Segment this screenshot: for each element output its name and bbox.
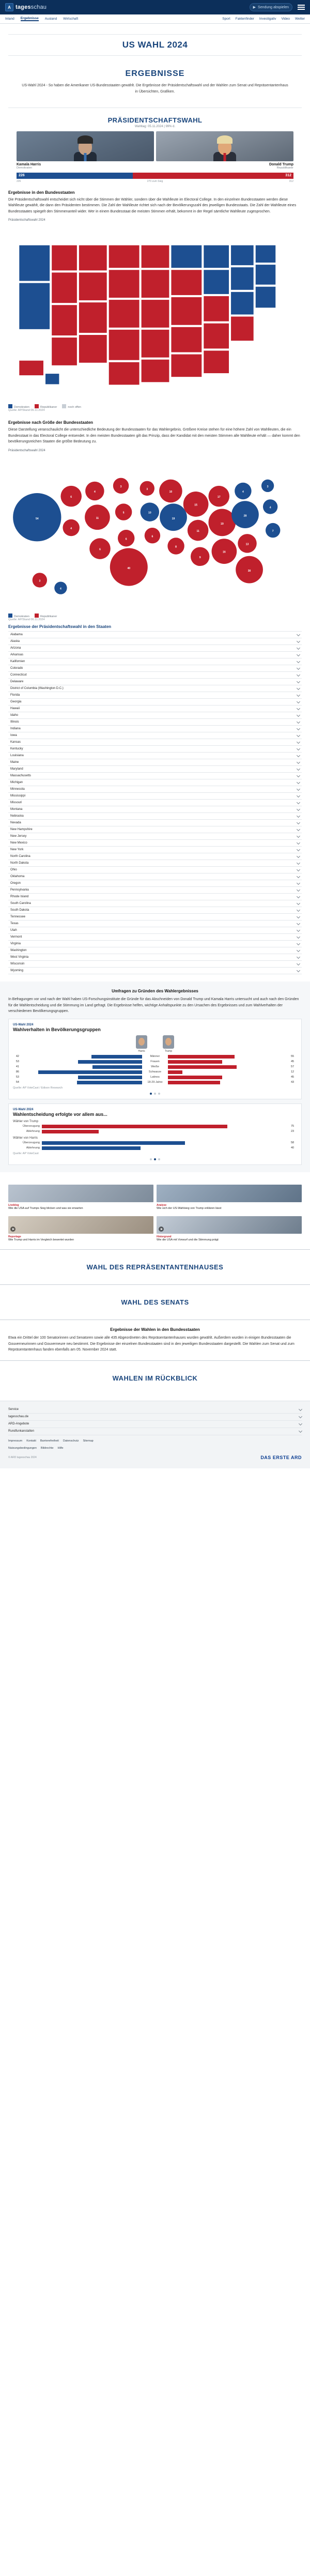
accordion-item-michigan[interactable]: Michigan bbox=[8, 779, 302, 786]
footer-row-tagesschau[interactable]: tagesschau.de bbox=[8, 1414, 302, 1421]
candidate-party: Demokraten bbox=[17, 166, 32, 170]
legend-dem: Demokraten bbox=[8, 614, 29, 618]
cartogram-text: Diese Darstellung veranschaulicht die unterschiedliche Bedeutung der Bundesstaaten für das Wahlergebnis. Größere Kreise stehen für eine höhere Zahl von Wahlleuten, die ein Bundesstaat in das Electoral College entsendet. In den meisten Bundesstaaten gilt das Prinzip, dass der Kandidat mit den meisten Stimmen alle Wahlleute erhält — daher kommt den bevölkerungsreichen Staaten die größte Bedeutung zu. bbox=[8, 428, 300, 444]
accordion-item-minnesota[interactable]: Minnesota bbox=[8, 786, 302, 793]
house-title: WAHL DES REPRÄSENTANTENHAUSES bbox=[86, 1263, 224, 1271]
accordion-item-arkansas[interactable]: Arkansas bbox=[8, 652, 302, 658]
svg-text:13: 13 bbox=[245, 543, 249, 546]
svg-text:3: 3 bbox=[120, 485, 122, 488]
accordion-item-kalifornien[interactable]: Kalifornien bbox=[8, 658, 302, 665]
review-title: WAHLEN IM RÜCKBLICK bbox=[112, 1374, 198, 1382]
candidate-name: Donald Trump bbox=[269, 162, 293, 166]
accordion-item-wyoming[interactable]: Wyoming bbox=[8, 968, 302, 974]
accordion-item-alabama[interactable]: Alabama bbox=[8, 632, 302, 638]
chevron-down-icon bbox=[297, 747, 300, 750]
brand-main: tages bbox=[16, 4, 31, 10]
svg-text:4: 4 bbox=[94, 490, 96, 494]
svg-text:15: 15 bbox=[194, 503, 197, 507]
chevron-down-icon bbox=[297, 707, 300, 710]
cartogram-explainer bbox=[8, 420, 302, 445]
svg-text:4: 4 bbox=[242, 490, 244, 494]
accordion-item-rhode-island[interactable]: Rhode Island bbox=[8, 894, 302, 900]
results-band bbox=[0, 63, 310, 80]
teaser-tag: Hintergrund bbox=[157, 1235, 172, 1238]
senate-section bbox=[0, 1285, 310, 1320]
poll2-row-harris-ueberzeugung: Überzeugung 58 bbox=[22, 1141, 295, 1145]
chevron-down-icon bbox=[297, 780, 300, 784]
teaser-row-1 bbox=[8, 1185, 302, 1211]
chevron-down-icon bbox=[297, 861, 300, 865]
poll1-row-latinos: 53 Latinos 45 bbox=[16, 1076, 295, 1079]
nav-item-wetter[interactable]: Wetter bbox=[295, 17, 305, 21]
teaser-title: Wie sich der US-Wahlsieg von Trump erklären lässt bbox=[157, 1206, 222, 1210]
electoral-title: Ergebnisse in den Bundesstaaten bbox=[8, 190, 75, 195]
results-heading: ERGEBNISSE bbox=[125, 69, 185, 78]
chevron-down-icon bbox=[297, 794, 300, 798]
accordion-item-georgia[interactable]: Georgia bbox=[8, 699, 302, 706]
carousel-dot-1[interactable] bbox=[150, 1093, 152, 1095]
teaser-card[interactable] bbox=[157, 1216, 302, 1243]
chevron-down-icon bbox=[297, 935, 300, 939]
accordion-item-hawaii[interactable]: Hawaii bbox=[8, 706, 302, 712]
chevron-down-icon bbox=[297, 801, 300, 804]
svg-text:10: 10 bbox=[169, 490, 173, 494]
chevron-down-icon bbox=[297, 854, 300, 858]
nav-item-video[interactable]: Video bbox=[281, 17, 290, 21]
nav-item-sport[interactable]: Sport bbox=[222, 17, 230, 21]
carousel-dot-2[interactable] bbox=[154, 1093, 156, 1095]
footer-link-impressum[interactable]: Impressum bbox=[8, 1439, 23, 1443]
accordion-item-wisconsin[interactable]: Wisconsin bbox=[8, 961, 302, 968]
accordion-item-idaho[interactable]: Idaho bbox=[8, 712, 302, 719]
carousel-dot-2[interactable] bbox=[154, 1158, 156, 1160]
ard-logo-icon: DAS ERSTE ARD bbox=[260, 1454, 302, 1460]
chevron-down-icon bbox=[297, 660, 300, 663]
chevron-down-icon bbox=[297, 875, 300, 878]
page-title: US WAHL 2024 bbox=[122, 40, 188, 50]
poll-card-demographics bbox=[8, 1019, 302, 1099]
svg-text:6: 6 bbox=[70, 496, 72, 499]
footer-link-datenschutz[interactable]: Datenschutz bbox=[63, 1439, 79, 1443]
teaser-section bbox=[0, 1172, 310, 1249]
svg-text:11: 11 bbox=[196, 530, 199, 533]
poll1-kicker: US-Wahl 2024 bbox=[13, 1023, 34, 1026]
chevron-down-icon bbox=[299, 1429, 302, 1433]
chevron-down-icon bbox=[297, 633, 300, 636]
footer bbox=[0, 1401, 310, 1468]
nav-item-faktenfinder[interactable]: Faktenfinder bbox=[235, 17, 254, 21]
svg-text:30: 30 bbox=[247, 570, 251, 573]
accordion-item-oklahoma[interactable]: Oklahoma bbox=[8, 873, 302, 880]
accordion-item-texas[interactable]: Texas bbox=[8, 921, 302, 927]
nav-item-inland[interactable]: Inland bbox=[5, 17, 14, 21]
teaser-thumbnail bbox=[157, 1185, 302, 1202]
teaser-title: Wie Trump und Harris im Vergleich bewertet wurden bbox=[8, 1238, 74, 1241]
map-legend bbox=[8, 404, 302, 409]
poll1-source: Quelle: AP VoteCast / Edison Research bbox=[13, 1086, 63, 1090]
accordion-item-montana[interactable]: Montana bbox=[8, 806, 302, 813]
svg-text:6: 6 bbox=[99, 548, 101, 551]
play-broadcast-label: Sendung abspielen bbox=[258, 5, 289, 9]
poll1-title: Wahlverhalten in Bevölkerungsgruppen bbox=[13, 1026, 101, 1032]
candidate-party: Republikaner bbox=[276, 166, 293, 170]
accordion-item-west-virginia[interactable]: West Virginia bbox=[8, 954, 302, 961]
footer-link-sitemap[interactable]: Sitemap bbox=[83, 1439, 94, 1443]
accordion-item-dc[interactable]: District of Columbia (Washington D.C.) bbox=[8, 685, 302, 692]
footer-links-secondary bbox=[8, 1447, 302, 1450]
footer-links bbox=[8, 1439, 302, 1443]
accordion-item-oregon[interactable]: Oregon bbox=[8, 880, 302, 887]
presidential-title: PRÄSIDENTSCHAFTSWAHL bbox=[107, 116, 203, 124]
chevron-down-icon bbox=[297, 673, 300, 677]
map-source: Quelle: AP/Stand 06.11.2024 bbox=[8, 409, 45, 412]
house-section bbox=[0, 1250, 310, 1284]
teaser-tag: Liveblog bbox=[8, 1203, 19, 1207]
accordion-item-illinois[interactable]: Illinois bbox=[8, 719, 302, 726]
copyright: © ARD tagesschau 2024 bbox=[8, 1455, 37, 1459]
svg-text:16: 16 bbox=[223, 550, 226, 554]
accordion-item-arizona[interactable]: Arizona bbox=[8, 645, 302, 652]
teaser-thumbnail bbox=[8, 1185, 153, 1202]
poll2-row-trump-ablehnung: Ablehnung 23 bbox=[26, 1130, 295, 1133]
play-icon[interactable] bbox=[159, 1226, 164, 1232]
chevron-down-icon bbox=[297, 727, 300, 730]
poll1-chart bbox=[13, 1055, 297, 1084]
teaser-card[interactable] bbox=[157, 1185, 302, 1211]
hamburger-icon[interactable] bbox=[298, 5, 305, 10]
accordion-item-ohio[interactable]: Ohio bbox=[8, 867, 302, 873]
svg-text:9: 9 bbox=[199, 556, 201, 559]
top-bar bbox=[0, 0, 310, 14]
svg-text:3: 3 bbox=[39, 579, 41, 583]
electoral-bar bbox=[17, 173, 293, 179]
play-icon: ▶ bbox=[253, 6, 256, 9]
nav-item-investigativ[interactable]: Investigativ bbox=[259, 17, 276, 21]
accordion-item-missouri[interactable]: Missouri bbox=[8, 800, 302, 806]
chevron-down-icon bbox=[297, 928, 300, 932]
teaser-title: Wie die USA auf Trumps Sieg blicken und was sie erwarten bbox=[8, 1206, 83, 1210]
accordion-item-pennsylvania[interactable]: Pennsylvania bbox=[8, 887, 302, 894]
accordion-item-massachusetts[interactable]: Massachusetts bbox=[8, 773, 302, 779]
poll2-source: Quelle: AP VoteCast bbox=[13, 1152, 39, 1155]
map-label: Präsidentschaftswahl 2024 bbox=[8, 219, 45, 222]
chevron-down-icon bbox=[297, 740, 300, 744]
accordion-item-alaska[interactable]: Alaska bbox=[8, 638, 302, 645]
accordion-item-indiana[interactable]: Indiana bbox=[8, 726, 302, 732]
poll2-carousel-dots[interactable] bbox=[13, 1158, 297, 1160]
svg-text:4: 4 bbox=[70, 527, 72, 530]
polls-text: In Befragungen vor und nach der Wahl haben US-Forschungsinstitute die Gründe für das Abschneiden von Donald Trump und Kamala Harris untersucht und auch nach den Gründen für die Wahlentscheidung und die Stimmung im Land gefragt. Die Ergebnisse helfen, wichtige Anhaltspunkte zu den Ursachen des Ergebnisses und zum Wahlverhalten der verschiedenen Bevölkerungsgruppen. bbox=[8, 998, 299, 1014]
carousel-dot-3[interactable] bbox=[158, 1158, 160, 1160]
chevron-down-icon bbox=[297, 646, 300, 650]
accordion-item-iowa[interactable]: Iowa bbox=[8, 732, 302, 739]
accordion-item-south-carolina[interactable]: South Carolina bbox=[8, 900, 302, 907]
svg-text:3: 3 bbox=[146, 487, 148, 491]
electoral-bar-rep: 312 bbox=[133, 173, 293, 179]
chevron-down-icon bbox=[297, 969, 300, 972]
chevron-down-icon bbox=[297, 888, 300, 892]
accordion-item-maryland[interactable]: Maryland bbox=[8, 766, 302, 773]
chevron-down-icon bbox=[297, 700, 300, 703]
svg-text:11: 11 bbox=[96, 516, 99, 520]
chevron-down-icon bbox=[297, 686, 300, 690]
brand-light: schau bbox=[30, 4, 47, 10]
chevron-down-icon bbox=[297, 895, 300, 898]
chevron-down-icon bbox=[297, 693, 300, 697]
main-nav bbox=[0, 14, 310, 24]
chevron-down-icon bbox=[297, 901, 300, 905]
poll1-row-schwarze: 86 Schwarze 12 bbox=[16, 1070, 295, 1074]
accordion-item-utah[interactable]: Utah bbox=[8, 927, 302, 934]
candidate-row bbox=[17, 131, 293, 170]
footer-link-bildrechte[interactable]: Bildrechte bbox=[41, 1446, 54, 1450]
accordion-item-nebraska[interactable]: Nebraska bbox=[8, 813, 302, 820]
accordion-item-delaware[interactable]: Delaware bbox=[8, 679, 302, 685]
accordion-item-nevada[interactable]: Nevada bbox=[8, 820, 302, 826]
poll1-head-trump: Trump bbox=[163, 1035, 174, 1053]
teaser-tag: Analyse bbox=[157, 1203, 167, 1207]
svg-text:10: 10 bbox=[148, 511, 151, 515]
us-cartogram[interactable] bbox=[8, 449, 302, 621]
svg-text:3: 3 bbox=[267, 485, 269, 488]
accordion-item-new-jersey[interactable]: New Jersey bbox=[8, 833, 302, 840]
scale-left: 226 bbox=[17, 179, 21, 183]
play-icon[interactable] bbox=[10, 1226, 16, 1232]
svg-text:6: 6 bbox=[151, 535, 153, 539]
svg-text:17: 17 bbox=[217, 496, 221, 499]
chevron-down-icon bbox=[297, 868, 300, 871]
svg-text:40: 40 bbox=[127, 567, 131, 571]
presidential-subtitle: Wahltag: 05.11.2024 | 99% d. bbox=[134, 125, 176, 128]
states-section-title: Ergebnisse der Wahlen in den Bundesstaaten bbox=[110, 1327, 200, 1332]
footer-link-hilfe[interactable]: Hilfe bbox=[57, 1446, 64, 1450]
accordion-item-maine[interactable]: Maine bbox=[8, 759, 302, 766]
accordion-item-louisiana[interactable]: Louisiana bbox=[8, 753, 302, 759]
svg-text:28: 28 bbox=[243, 514, 247, 518]
poll1-carousel-dots[interactable] bbox=[13, 1093, 297, 1095]
chevron-down-icon bbox=[297, 962, 300, 965]
presidential-section bbox=[0, 95, 310, 982]
site-logo[interactable] bbox=[5, 3, 47, 11]
cartogram-title: Ergebnisse nach Größe der Bundesstaaten bbox=[8, 420, 94, 425]
accordion-item-vermont[interactable]: Vermont bbox=[8, 934, 302, 941]
us-map-svg[interactable] bbox=[8, 224, 302, 402]
carousel-dot-3[interactable] bbox=[158, 1093, 160, 1095]
nav-item-ausland[interactable]: Ausland bbox=[44, 17, 57, 21]
accordion-item-north-carolina[interactable]: North Carolina bbox=[8, 853, 302, 860]
chevron-down-icon bbox=[297, 653, 300, 656]
chevron-down-icon bbox=[297, 948, 300, 952]
chevron-down-icon bbox=[297, 666, 300, 670]
poll2-kicker: US-Wahl 2024 bbox=[13, 1108, 34, 1111]
accordion-item-kentucky[interactable]: Kentucky bbox=[8, 746, 302, 753]
svg-text:6: 6 bbox=[125, 538, 127, 541]
svg-text:7: 7 bbox=[272, 530, 274, 533]
chevron-down-icon bbox=[297, 713, 300, 717]
chevron-down-icon bbox=[297, 834, 300, 838]
nav-item-ergebnisse[interactable]: Ergebnisse bbox=[20, 17, 39, 20]
teaser-card[interactable] bbox=[8, 1216, 153, 1243]
teaser-card[interactable] bbox=[8, 1185, 153, 1211]
senate-title: WAHL DES SENATS bbox=[121, 1298, 189, 1307]
teaser-thumbnail bbox=[8, 1216, 153, 1234]
cartogram-svg[interactable] bbox=[8, 454, 302, 611]
electoral-explainer bbox=[8, 190, 302, 215]
svg-text:4: 4 bbox=[269, 506, 271, 510]
legend-rep: Republikaner bbox=[35, 404, 57, 409]
poll2-group1-label: Wähler von Trump bbox=[13, 1120, 39, 1123]
chevron-down-icon bbox=[297, 639, 300, 643]
candidate-photo bbox=[156, 131, 293, 161]
svg-text:54: 54 bbox=[35, 517, 39, 520]
polls-section bbox=[0, 982, 310, 1172]
chevron-down-icon bbox=[297, 774, 300, 777]
poll-card-motivation bbox=[8, 1103, 302, 1165]
footer-link-nutzungsbedingungen[interactable]: Nutzungsbedingungen bbox=[8, 1446, 37, 1450]
footer-link-barrierefreiheit[interactable]: Barrierefreiheit bbox=[40, 1439, 59, 1443]
teaser-row-2 bbox=[8, 1216, 302, 1243]
poll1-row-jung: 54 18-29 Jahre 43 bbox=[16, 1081, 295, 1084]
accordion-item-new-hampshire[interactable]: New Hampshire bbox=[8, 826, 302, 833]
legend-open: noch offen bbox=[62, 404, 81, 409]
chevron-down-icon bbox=[297, 787, 300, 791]
teaser-thumbnail bbox=[157, 1216, 302, 1234]
footer-row-service[interactable]: Service bbox=[8, 1406, 302, 1414]
footer-row-rundfunkanstalten[interactable]: Rundfunkanstalten bbox=[8, 1428, 302, 1435]
scale-right: 312 bbox=[289, 179, 293, 183]
chevron-down-icon bbox=[299, 1407, 302, 1411]
candidate-photo bbox=[17, 131, 154, 161]
accordion-item-new-york[interactable]: New York bbox=[8, 847, 302, 853]
svg-text:8: 8 bbox=[175, 545, 177, 549]
accordion-item-south-dakota[interactable]: South Dakota bbox=[8, 907, 302, 914]
accordion-item-kansas[interactable]: Kansas bbox=[8, 739, 302, 746]
poll1-row-maenner: 42 Männer 55 bbox=[16, 1055, 295, 1059]
states-accordion bbox=[8, 631, 302, 974]
svg-text:4: 4 bbox=[60, 587, 61, 591]
poll2-title: Wahlentscheidung erfolgte vor allem aus... bbox=[13, 1111, 107, 1117]
states-section bbox=[0, 1320, 310, 1360]
us-state-map[interactable] bbox=[8, 219, 302, 412]
chevron-down-icon bbox=[297, 922, 300, 925]
accordion-item-north-dakota[interactable]: North Dakota bbox=[8, 860, 302, 867]
accordion-item-new-mexico[interactable]: New Mexico bbox=[8, 840, 302, 847]
carousel-dot-1[interactable] bbox=[150, 1158, 152, 1160]
chevron-down-icon bbox=[297, 754, 300, 757]
chevron-down-icon bbox=[297, 680, 300, 683]
chevron-down-icon bbox=[297, 720, 300, 724]
poll1-row-weisse: 41 Weiße 57 bbox=[16, 1065, 295, 1069]
chevron-down-icon bbox=[297, 767, 300, 771]
candidate-trump[interactable] bbox=[156, 131, 293, 170]
chevron-down-icon bbox=[297, 908, 300, 912]
chevron-down-icon bbox=[297, 821, 300, 824]
footer-row-ard-angebote[interactable]: ARD-Angebote bbox=[8, 1421, 302, 1428]
candidate-harris[interactable] bbox=[17, 131, 154, 170]
review-section bbox=[0, 1361, 310, 1396]
poll2-row-harris-ablehnung: Ablehnung 40 bbox=[26, 1146, 295, 1150]
ard-logo-icon: A bbox=[5, 3, 13, 11]
electoral-bar-dem: 226 bbox=[17, 173, 133, 179]
accordion-item-colorado[interactable]: Colorado bbox=[8, 665, 302, 672]
footer-link-kontakt[interactable]: Kontakt bbox=[26, 1439, 36, 1443]
states-accordion-title: Ergebnisse der Präsidentschaftswahl in den Staaten bbox=[8, 624, 112, 630]
accordion-item-mississippi[interactable]: Mississippi bbox=[8, 793, 302, 800]
scale-mid: 270 zum Sieg bbox=[147, 179, 163, 183]
poll1-head-harris: Harris bbox=[136, 1035, 147, 1053]
teaser-title: Wie die USA mit Vorwurf und die Stimmung prägt bbox=[157, 1238, 219, 1241]
candidate-name: Kamala Harris bbox=[17, 162, 41, 166]
accordion-item-washington[interactable]: Washington bbox=[8, 947, 302, 954]
poll2-group2-label: Wähler von Harris bbox=[13, 1136, 38, 1140]
svg-text:19: 19 bbox=[221, 522, 224, 526]
teaser-tag: Reportage bbox=[8, 1235, 21, 1238]
poll1-row-frauen: 53 Frauen 45 bbox=[16, 1060, 295, 1064]
hero-header bbox=[0, 24, 310, 63]
chevron-down-icon bbox=[297, 760, 300, 764]
poll2-row-trump-ueberzeugung: Überzeugung 75 bbox=[22, 1125, 295, 1128]
hero-lead: US-Wahl 2024 - So haben die Amerikaner US-Bundesstaaten gewählt. Die Ergebnisse der Präsidentschaftswahl und der Wahlen zum Senat und Repräsentantenhaus in Übersichten, Grafiken. bbox=[22, 84, 288, 94]
chevron-down-icon bbox=[297, 881, 300, 885]
accordion-item-florida[interactable]: Florida bbox=[8, 692, 302, 699]
svg-text:5: 5 bbox=[122, 511, 125, 515]
chevron-down-icon bbox=[297, 942, 300, 945]
chevron-down-icon bbox=[297, 814, 300, 818]
cartogram-label: Präsidentschaftswahl 2024 bbox=[8, 449, 45, 452]
accordion-item-connecticut[interactable]: Connecticut bbox=[8, 672, 302, 679]
legend-rep: Republikaner bbox=[35, 614, 57, 618]
chevron-down-icon bbox=[299, 1415, 302, 1418]
cartogram-legend bbox=[8, 614, 302, 618]
cartogram-source: Quelle: AP/Stand 06.11.2024 bbox=[8, 618, 45, 622]
chevron-down-icon bbox=[297, 827, 300, 831]
chevron-down-icon bbox=[297, 807, 300, 811]
chevron-down-icon bbox=[297, 848, 300, 851]
chevron-down-icon bbox=[297, 915, 300, 918]
accordion-item-tennessee[interactable]: Tennessee bbox=[8, 914, 302, 921]
chevron-down-icon bbox=[297, 733, 300, 737]
chevron-down-icon bbox=[297, 841, 300, 845]
polls-title: Umfragen zu Gründen des Wahlergebnisses bbox=[112, 989, 198, 994]
electoral-text: Die Präsidentschaftswahl entscheidet sich nicht über die Stimmen der Wähler, sondern über die Wahlleute im Electoral College. In den einzelnen Bundesstaaten werden diese Wahlleute gewählt, die dann den Präsidenten bestimmen. Die Zahl der Wahlleute richtet sich nach der Bevölkerungszahl des jeweiligen Bundesstaats. Die Zahl der Wahlleute eines Bundesstaates spiegelt den Stimmenanteil wider. Wer in einem Bundesstaat die meisten Stimmen erhält, bekommt in der Regel sämtliche Wahlleute zugesprochen. bbox=[8, 197, 297, 213]
accordion-item-virginia[interactable]: Virginia bbox=[8, 941, 302, 947]
chevron-down-icon bbox=[297, 955, 300, 959]
svg-text:19: 19 bbox=[172, 517, 175, 520]
chevron-down-icon bbox=[299, 1422, 302, 1425]
states-section-text: Etwa ein Drittel der 100 Senatorinnen und Senatoren sowie alle 435 Abgeordneten des Repräsentantenhauses wurden gewählt. Außerdem wurden in einigen Bundesstaaten die Gouverneurinnen und Gouverneure neu bestimmt. Die Ergebnisse der einzelnen Bundesstaaten sind in den jeweiligen Bundesstaaten dargestellt. Die Wahlen zum Senat und zum Repräsentantenhaus fanden ebenfalls am 05. November 2024 statt. bbox=[8, 1336, 295, 1352]
play-broadcast-button[interactable] bbox=[250, 3, 292, 11]
nav-item-wirtschaft[interactable]: Wirtschaft bbox=[63, 17, 79, 21]
legend-dem: Demokraten bbox=[8, 404, 29, 409]
